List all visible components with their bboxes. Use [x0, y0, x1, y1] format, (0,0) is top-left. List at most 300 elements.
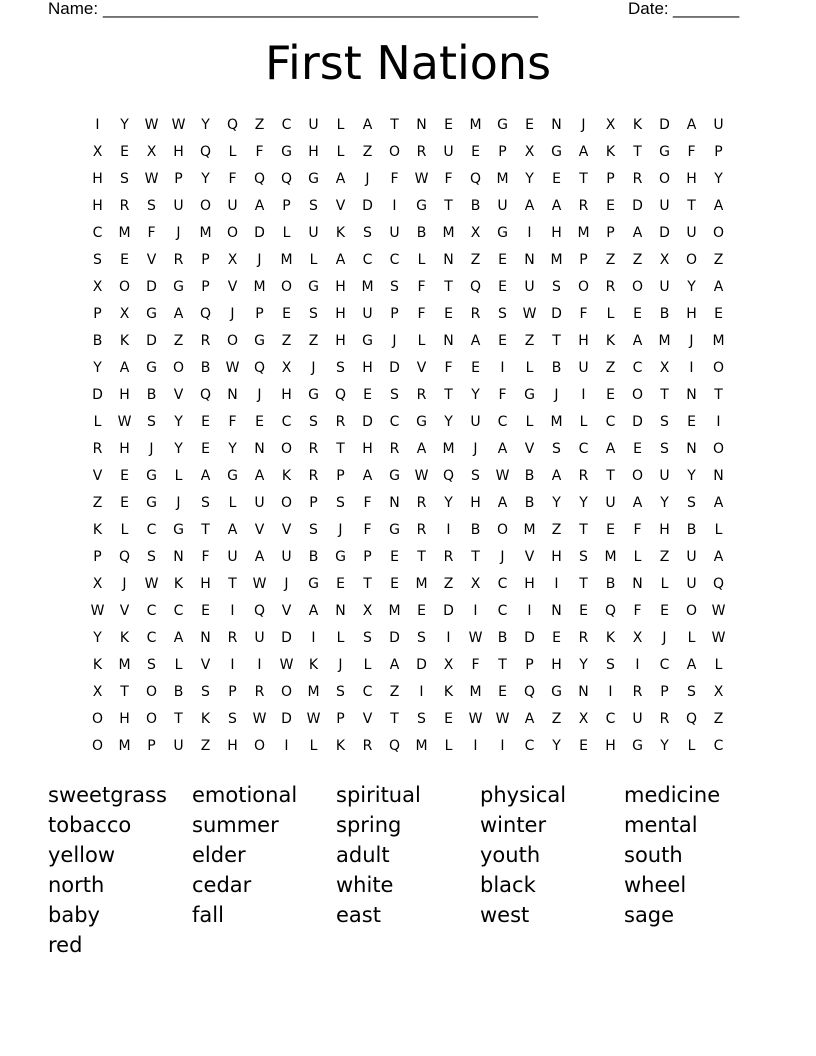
grid-letter[interactable]: U: [308, 224, 319, 241]
grid-letter[interactable]: K: [119, 332, 130, 349]
grid-letter[interactable]: E: [498, 278, 507, 295]
grid-letter[interactable]: E: [552, 170, 561, 187]
grid-letter[interactable]: Q: [118, 548, 131, 565]
grid-letter[interactable]: Y: [228, 440, 237, 457]
grid-letter[interactable]: S: [687, 494, 696, 511]
grid-letter[interactable]: J: [149, 440, 154, 457]
grid-letter[interactable]: Z: [92, 494, 103, 511]
grid-letter[interactable]: F: [498, 386, 507, 403]
grid-letter[interactable]: B: [200, 359, 211, 376]
grid-letter[interactable]: G: [146, 494, 157, 511]
grid-letter[interactable]: N: [227, 386, 238, 403]
grid-letter[interactable]: D: [362, 197, 373, 214]
grid-letter[interactable]: T: [363, 575, 372, 592]
grid-letter[interactable]: I: [95, 116, 100, 133]
grid-letter[interactable]: E: [606, 521, 615, 538]
grid-letter[interactable]: E: [120, 467, 129, 484]
grid-letter[interactable]: X: [659, 251, 670, 268]
grid-letter[interactable]: A: [632, 332, 643, 349]
grid-letter[interactable]: I: [608, 683, 613, 700]
grid-letter[interactable]: N: [443, 332, 454, 349]
grid-letter[interactable]: I: [635, 656, 640, 673]
grid-letter[interactable]: D: [632, 197, 643, 214]
grid-letter[interactable]: A: [470, 332, 481, 349]
grid-letter[interactable]: X: [443, 656, 454, 673]
grid-letter[interactable]: S: [147, 548, 156, 565]
grid-letter[interactable]: P: [309, 494, 318, 511]
grid-letter[interactable]: T: [552, 332, 561, 349]
grid-letter[interactable]: T: [336, 440, 345, 457]
grid-letter[interactable]: U: [362, 305, 373, 322]
grid-letter[interactable]: S: [606, 656, 615, 673]
grid-letter[interactable]: H: [686, 170, 697, 187]
grid-letter[interactable]: S: [201, 683, 210, 700]
grid-letter[interactable]: D: [389, 629, 400, 646]
grid-letter[interactable]: T: [228, 575, 237, 592]
grid-letter[interactable]: R: [632, 170, 643, 187]
grid-letter[interactable]: M: [523, 521, 536, 538]
grid-letter[interactable]: R: [335, 413, 346, 430]
grid-letter[interactable]: K: [92, 656, 103, 673]
grid-letter[interactable]: K: [443, 683, 454, 700]
grid-letter[interactable]: F: [687, 143, 696, 160]
grid-letter[interactable]: X: [524, 143, 535, 160]
grid-letter[interactable]: B: [524, 467, 535, 484]
grid-letter[interactable]: R: [416, 143, 427, 160]
grid-letter[interactable]: C: [146, 521, 157, 538]
grid-letter[interactable]: W: [711, 629, 726, 646]
grid-letter[interactable]: X: [119, 305, 130, 322]
grid-letter[interactable]: Z: [389, 683, 400, 700]
grid-letter[interactable]: C: [632, 359, 643, 376]
grid-letter[interactable]: H: [92, 197, 103, 214]
grid-letter[interactable]: Y: [174, 440, 183, 457]
grid-letter[interactable]: N: [389, 494, 400, 511]
grid-letter[interactable]: A: [686, 116, 697, 133]
grid-letter[interactable]: U: [497, 197, 508, 214]
grid-letter[interactable]: R: [173, 251, 184, 268]
grid-letter[interactable]: W: [171, 116, 186, 133]
grid-letter[interactable]: E: [633, 440, 642, 457]
grid-letter[interactable]: Z: [632, 251, 643, 268]
grid-letter[interactable]: O: [658, 170, 671, 187]
grid-letter[interactable]: T: [660, 386, 669, 403]
grid-letter[interactable]: C: [497, 575, 508, 592]
grid-letter[interactable]: X: [92, 575, 103, 592]
grid-letter[interactable]: M: [496, 170, 509, 187]
grid-letter[interactable]: F: [444, 359, 453, 376]
grid-letter[interactable]: O: [280, 278, 293, 295]
grid-letter[interactable]: P: [606, 224, 615, 241]
grid-letter[interactable]: J: [284, 575, 289, 592]
grid-letter[interactable]: U: [308, 116, 319, 133]
name-line[interactable]: ______________________________________________: [103, 0, 538, 18]
grid-letter[interactable]: A: [686, 656, 697, 673]
grid-letter[interactable]: Y: [687, 467, 696, 484]
grid-letter[interactable]: P: [282, 197, 291, 214]
grid-letter[interactable]: U: [227, 548, 238, 565]
grid-letter[interactable]: L: [309, 251, 318, 268]
grid-letter[interactable]: A: [497, 440, 508, 457]
grid-letter[interactable]: R: [119, 197, 130, 214]
grid-letter[interactable]: Z: [308, 332, 319, 349]
grid-letter[interactable]: H: [605, 737, 616, 754]
grid-letter[interactable]: S: [417, 629, 426, 646]
grid-letter[interactable]: R: [308, 467, 319, 484]
grid-letter[interactable]: M: [118, 656, 131, 673]
grid-letter[interactable]: S: [147, 656, 156, 673]
grid-letter[interactable]: R: [578, 629, 589, 646]
grid-letter[interactable]: E: [660, 602, 669, 619]
grid-letter[interactable]: M: [712, 332, 725, 349]
grid-letter[interactable]: N: [416, 116, 427, 133]
grid-letter[interactable]: H: [335, 305, 346, 322]
grid-letter[interactable]: P: [525, 656, 534, 673]
grid-letter[interactable]: O: [577, 278, 590, 295]
grid-letter[interactable]: L: [93, 413, 102, 430]
grid-letter[interactable]: Y: [444, 494, 453, 511]
grid-letter[interactable]: X: [605, 116, 616, 133]
grid-letter[interactable]: R: [227, 629, 238, 646]
grid-letter[interactable]: O: [280, 683, 293, 700]
grid-letter[interactable]: C: [605, 413, 616, 430]
grid-letter[interactable]: H: [281, 386, 292, 403]
grid-letter[interactable]: I: [230, 602, 235, 619]
grid-letter[interactable]: Y: [660, 494, 669, 511]
grid-letter[interactable]: M: [550, 413, 563, 430]
grid-letter[interactable]: U: [659, 197, 670, 214]
grid-letter[interactable]: V: [146, 251, 157, 268]
grid-letter[interactable]: M: [253, 278, 266, 295]
grid-letter[interactable]: C: [92, 224, 103, 241]
grid-letter[interactable]: G: [281, 143, 292, 160]
grid-letter[interactable]: H: [335, 332, 346, 349]
grid-letter[interactable]: V: [281, 521, 292, 538]
grid-letter[interactable]: S: [552, 278, 561, 295]
grid-letter[interactable]: P: [201, 251, 210, 268]
grid-letter[interactable]: G: [659, 143, 670, 160]
grid-letter[interactable]: D: [254, 224, 265, 241]
grid-letter[interactable]: X: [227, 251, 238, 268]
grid-letter[interactable]: E: [471, 359, 480, 376]
grid-letter[interactable]: E: [687, 413, 696, 430]
grid-letter[interactable]: H: [524, 575, 535, 592]
grid-letter[interactable]: E: [714, 305, 723, 322]
grid-letter[interactable]: P: [147, 737, 156, 754]
grid-letter[interactable]: N: [686, 386, 697, 403]
grid-letter[interactable]: Q: [685, 710, 698, 727]
grid-letter[interactable]: P: [390, 305, 399, 322]
grid-letter[interactable]: O: [712, 224, 725, 241]
grid-letter[interactable]: V: [119, 602, 130, 619]
grid-letter[interactable]: I: [392, 197, 397, 214]
grid-letter[interactable]: G: [497, 116, 508, 133]
grid-letter[interactable]: U: [713, 116, 724, 133]
grid-letter[interactable]: S: [309, 197, 318, 214]
grid-letter[interactable]: Y: [579, 656, 588, 673]
grid-letter[interactable]: H: [227, 737, 238, 754]
grid-letter[interactable]: T: [444, 278, 453, 295]
grid-letter[interactable]: V: [200, 656, 211, 673]
grid-letter[interactable]: F: [579, 305, 588, 322]
grid-letter[interactable]: T: [687, 197, 696, 214]
grid-letter[interactable]: A: [551, 197, 562, 214]
grid-letter[interactable]: S: [309, 521, 318, 538]
grid-letter[interactable]: L: [687, 737, 696, 754]
grid-letter[interactable]: J: [122, 575, 127, 592]
grid-letter[interactable]: F: [228, 170, 237, 187]
grid-letter[interactable]: J: [554, 386, 559, 403]
grid-letter[interactable]: S: [336, 683, 345, 700]
grid-letter[interactable]: T: [201, 521, 210, 538]
grid-letter[interactable]: Q: [199, 305, 212, 322]
grid-letter[interactable]: I: [500, 737, 505, 754]
grid-letter[interactable]: P: [174, 170, 183, 187]
grid-letter[interactable]: Q: [604, 602, 617, 619]
grid-letter[interactable]: A: [389, 656, 400, 673]
grid-letter[interactable]: L: [363, 656, 372, 673]
grid-letter[interactable]: A: [713, 548, 724, 565]
grid-letter[interactable]: Y: [714, 170, 723, 187]
grid-letter[interactable]: U: [227, 197, 238, 214]
grid-letter[interactable]: E: [444, 116, 453, 133]
grid-letter[interactable]: O: [145, 710, 158, 727]
grid-letter[interactable]: X: [578, 710, 589, 727]
grid-letter[interactable]: L: [228, 143, 237, 160]
grid-letter[interactable]: F: [390, 170, 399, 187]
grid-letter[interactable]: S: [390, 278, 399, 295]
grid-letter[interactable]: S: [660, 440, 669, 457]
grid-letter[interactable]: K: [92, 521, 103, 538]
grid-letter[interactable]: U: [281, 548, 292, 565]
grid-letter[interactable]: O: [91, 737, 104, 754]
grid-letter[interactable]: P: [660, 683, 669, 700]
grid-letter[interactable]: A: [632, 494, 643, 511]
grid-letter[interactable]: M: [415, 575, 428, 592]
grid-letter[interactable]: N: [551, 602, 562, 619]
grid-letter[interactable]: U: [605, 494, 616, 511]
grid-letter[interactable]: O: [685, 251, 698, 268]
grid-letter[interactable]: V: [254, 521, 265, 538]
grid-letter[interactable]: R: [470, 305, 481, 322]
grid-letter[interactable]: T: [120, 683, 129, 700]
grid-letter[interactable]: L: [174, 467, 183, 484]
grid-letter[interactable]: O: [118, 278, 131, 295]
grid-letter[interactable]: B: [146, 386, 157, 403]
grid-letter[interactable]: E: [201, 440, 210, 457]
grid-letter[interactable]: N: [173, 548, 184, 565]
grid-letter[interactable]: O: [280, 494, 293, 511]
grid-letter[interactable]: D: [524, 629, 535, 646]
grid-letter[interactable]: Y: [201, 170, 210, 187]
grid-letter[interactable]: E: [390, 548, 399, 565]
grid-letter[interactable]: P: [336, 467, 345, 484]
grid-letter[interactable]: D: [551, 305, 562, 322]
grid-letter[interactable]: K: [335, 224, 346, 241]
grid-letter[interactable]: O: [496, 521, 509, 538]
grid-letter[interactable]: C: [389, 251, 400, 268]
grid-letter[interactable]: C: [524, 737, 535, 754]
date-line[interactable]: _______: [673, 0, 740, 18]
grid-letter[interactable]: S: [687, 683, 696, 700]
grid-letter[interactable]: F: [417, 305, 426, 322]
grid-letter[interactable]: M: [118, 224, 131, 241]
grid-letter[interactable]: F: [633, 521, 642, 538]
grid-letter[interactable]: K: [281, 467, 292, 484]
grid-letter[interactable]: B: [173, 683, 184, 700]
grid-letter[interactable]: Y: [201, 116, 210, 133]
grid-letter[interactable]: W: [144, 116, 159, 133]
grid-letter[interactable]: I: [716, 413, 721, 430]
grid-letter[interactable]: E: [390, 575, 399, 592]
grid-letter[interactable]: R: [92, 440, 103, 457]
grid-letter[interactable]: D: [281, 629, 292, 646]
grid-letter[interactable]: D: [659, 116, 670, 133]
grid-letter[interactable]: A: [497, 494, 508, 511]
grid-letter[interactable]: A: [713, 197, 724, 214]
grid-letter[interactable]: W: [90, 602, 105, 619]
grid-letter[interactable]: Q: [199, 143, 212, 160]
grid-letter[interactable]: G: [416, 413, 427, 430]
grid-letter[interactable]: E: [606, 386, 615, 403]
grid-letter[interactable]: N: [200, 629, 211, 646]
grid-letter[interactable]: W: [414, 170, 429, 187]
grid-letter[interactable]: Y: [579, 494, 588, 511]
grid-letter[interactable]: A: [605, 440, 616, 457]
grid-letter[interactable]: Z: [362, 143, 373, 160]
grid-letter[interactable]: S: [552, 440, 561, 457]
grid-letter[interactable]: M: [469, 116, 482, 133]
grid-letter[interactable]: E: [498, 332, 507, 349]
grid-letter[interactable]: J: [392, 332, 397, 349]
grid-letter[interactable]: I: [527, 224, 532, 241]
grid-letter[interactable]: R: [659, 710, 670, 727]
grid-letter[interactable]: K: [632, 116, 643, 133]
grid-letter[interactable]: E: [120, 494, 129, 511]
grid-letter[interactable]: P: [228, 683, 237, 700]
grid-letter[interactable]: L: [714, 656, 723, 673]
grid-letter[interactable]: J: [176, 224, 181, 241]
grid-letter[interactable]: T: [174, 710, 183, 727]
grid-letter[interactable]: S: [579, 548, 588, 565]
grid-letter[interactable]: E: [579, 737, 588, 754]
grid-letter[interactable]: R: [416, 386, 427, 403]
grid-letter[interactable]: H: [119, 440, 130, 457]
grid-letter[interactable]: F: [633, 602, 642, 619]
grid-letter[interactable]: D: [632, 413, 643, 430]
grid-letter[interactable]: Q: [388, 737, 401, 754]
grid-letter[interactable]: K: [200, 710, 211, 727]
grid-letter[interactable]: A: [227, 521, 238, 538]
grid-letter[interactable]: B: [470, 521, 481, 538]
grid-letter[interactable]: E: [444, 710, 453, 727]
grid-letter[interactable]: G: [308, 575, 319, 592]
grid-letter[interactable]: W: [144, 170, 159, 187]
grid-letter[interactable]: E: [255, 413, 264, 430]
grid-letter[interactable]: J: [338, 521, 343, 538]
grid-letter[interactable]: B: [497, 629, 508, 646]
grid-letter[interactable]: S: [363, 224, 372, 241]
grid-letter[interactable]: G: [146, 467, 157, 484]
grid-letter[interactable]: K: [605, 332, 616, 349]
grid-letter[interactable]: Y: [525, 170, 534, 187]
grid-letter[interactable]: P: [714, 143, 723, 160]
grid-letter[interactable]: L: [336, 629, 345, 646]
grid-letter[interactable]: A: [416, 440, 427, 457]
grid-letter[interactable]: U: [173, 737, 184, 754]
grid-letter[interactable]: C: [281, 116, 292, 133]
grid-letter[interactable]: L: [282, 224, 291, 241]
grid-letter[interactable]: M: [550, 251, 563, 268]
grid-letter[interactable]: P: [93, 548, 102, 565]
grid-letter[interactable]: M: [388, 602, 401, 619]
grid-letter[interactable]: F: [363, 521, 372, 538]
grid-letter[interactable]: E: [201, 602, 210, 619]
grid-letter[interactable]: W: [252, 575, 267, 592]
grid-letter[interactable]: A: [254, 548, 265, 565]
grid-letter[interactable]: M: [469, 683, 482, 700]
grid-letter[interactable]: G: [308, 170, 319, 187]
grid-letter[interactable]: I: [419, 683, 424, 700]
grid-letter[interactable]: S: [363, 629, 372, 646]
grid-letter[interactable]: A: [200, 467, 211, 484]
grid-letter[interactable]: P: [336, 710, 345, 727]
grid-letter[interactable]: B: [470, 197, 481, 214]
grid-letter[interactable]: O: [226, 332, 239, 349]
grid-letter[interactable]: H: [551, 224, 562, 241]
grid-letter[interactable]: L: [444, 737, 453, 754]
grid-letter[interactable]: Z: [551, 521, 562, 538]
grid-letter[interactable]: W: [306, 710, 321, 727]
grid-letter[interactable]: L: [174, 656, 183, 673]
grid-letter[interactable]: G: [308, 278, 319, 295]
grid-letter[interactable]: U: [578, 359, 589, 376]
grid-letter[interactable]: X: [92, 143, 103, 160]
grid-letter[interactable]: I: [500, 359, 505, 376]
grid-letter[interactable]: E: [417, 602, 426, 619]
grid-letter[interactable]: I: [527, 602, 532, 619]
grid-letter[interactable]: Z: [551, 710, 562, 727]
grid-letter[interactable]: Z: [605, 251, 616, 268]
grid-letter[interactable]: A: [335, 251, 346, 268]
grid-letter[interactable]: G: [146, 305, 157, 322]
grid-letter[interactable]: Z: [443, 575, 454, 592]
grid-letter[interactable]: H: [308, 143, 319, 160]
grid-letter[interactable]: S: [336, 494, 345, 511]
grid-letter[interactable]: G: [173, 521, 184, 538]
grid-letter[interactable]: A: [713, 494, 724, 511]
grid-letter[interactable]: F: [255, 143, 264, 160]
grid-letter[interactable]: U: [659, 467, 670, 484]
grid-letter[interactable]: A: [713, 278, 724, 295]
grid-letter[interactable]: G: [173, 278, 184, 295]
grid-letter[interactable]: G: [389, 467, 400, 484]
grid-letter[interactable]: J: [581, 116, 586, 133]
grid-letter[interactable]: X: [92, 683, 103, 700]
grid-letter[interactable]: M: [118, 737, 131, 754]
grid-letter[interactable]: S: [147, 413, 156, 430]
grid-letter[interactable]: A: [173, 629, 184, 646]
grid-letter[interactable]: C: [497, 413, 508, 430]
grid-letter[interactable]: L: [309, 737, 318, 754]
grid-letter[interactable]: G: [227, 467, 238, 484]
grid-letter[interactable]: O: [712, 359, 725, 376]
grid-letter[interactable]: O: [226, 224, 239, 241]
grid-letter[interactable]: U: [686, 575, 697, 592]
grid-letter[interactable]: R: [578, 467, 589, 484]
grid-letter[interactable]: X: [146, 143, 157, 160]
grid-letter[interactable]: V: [362, 710, 373, 727]
